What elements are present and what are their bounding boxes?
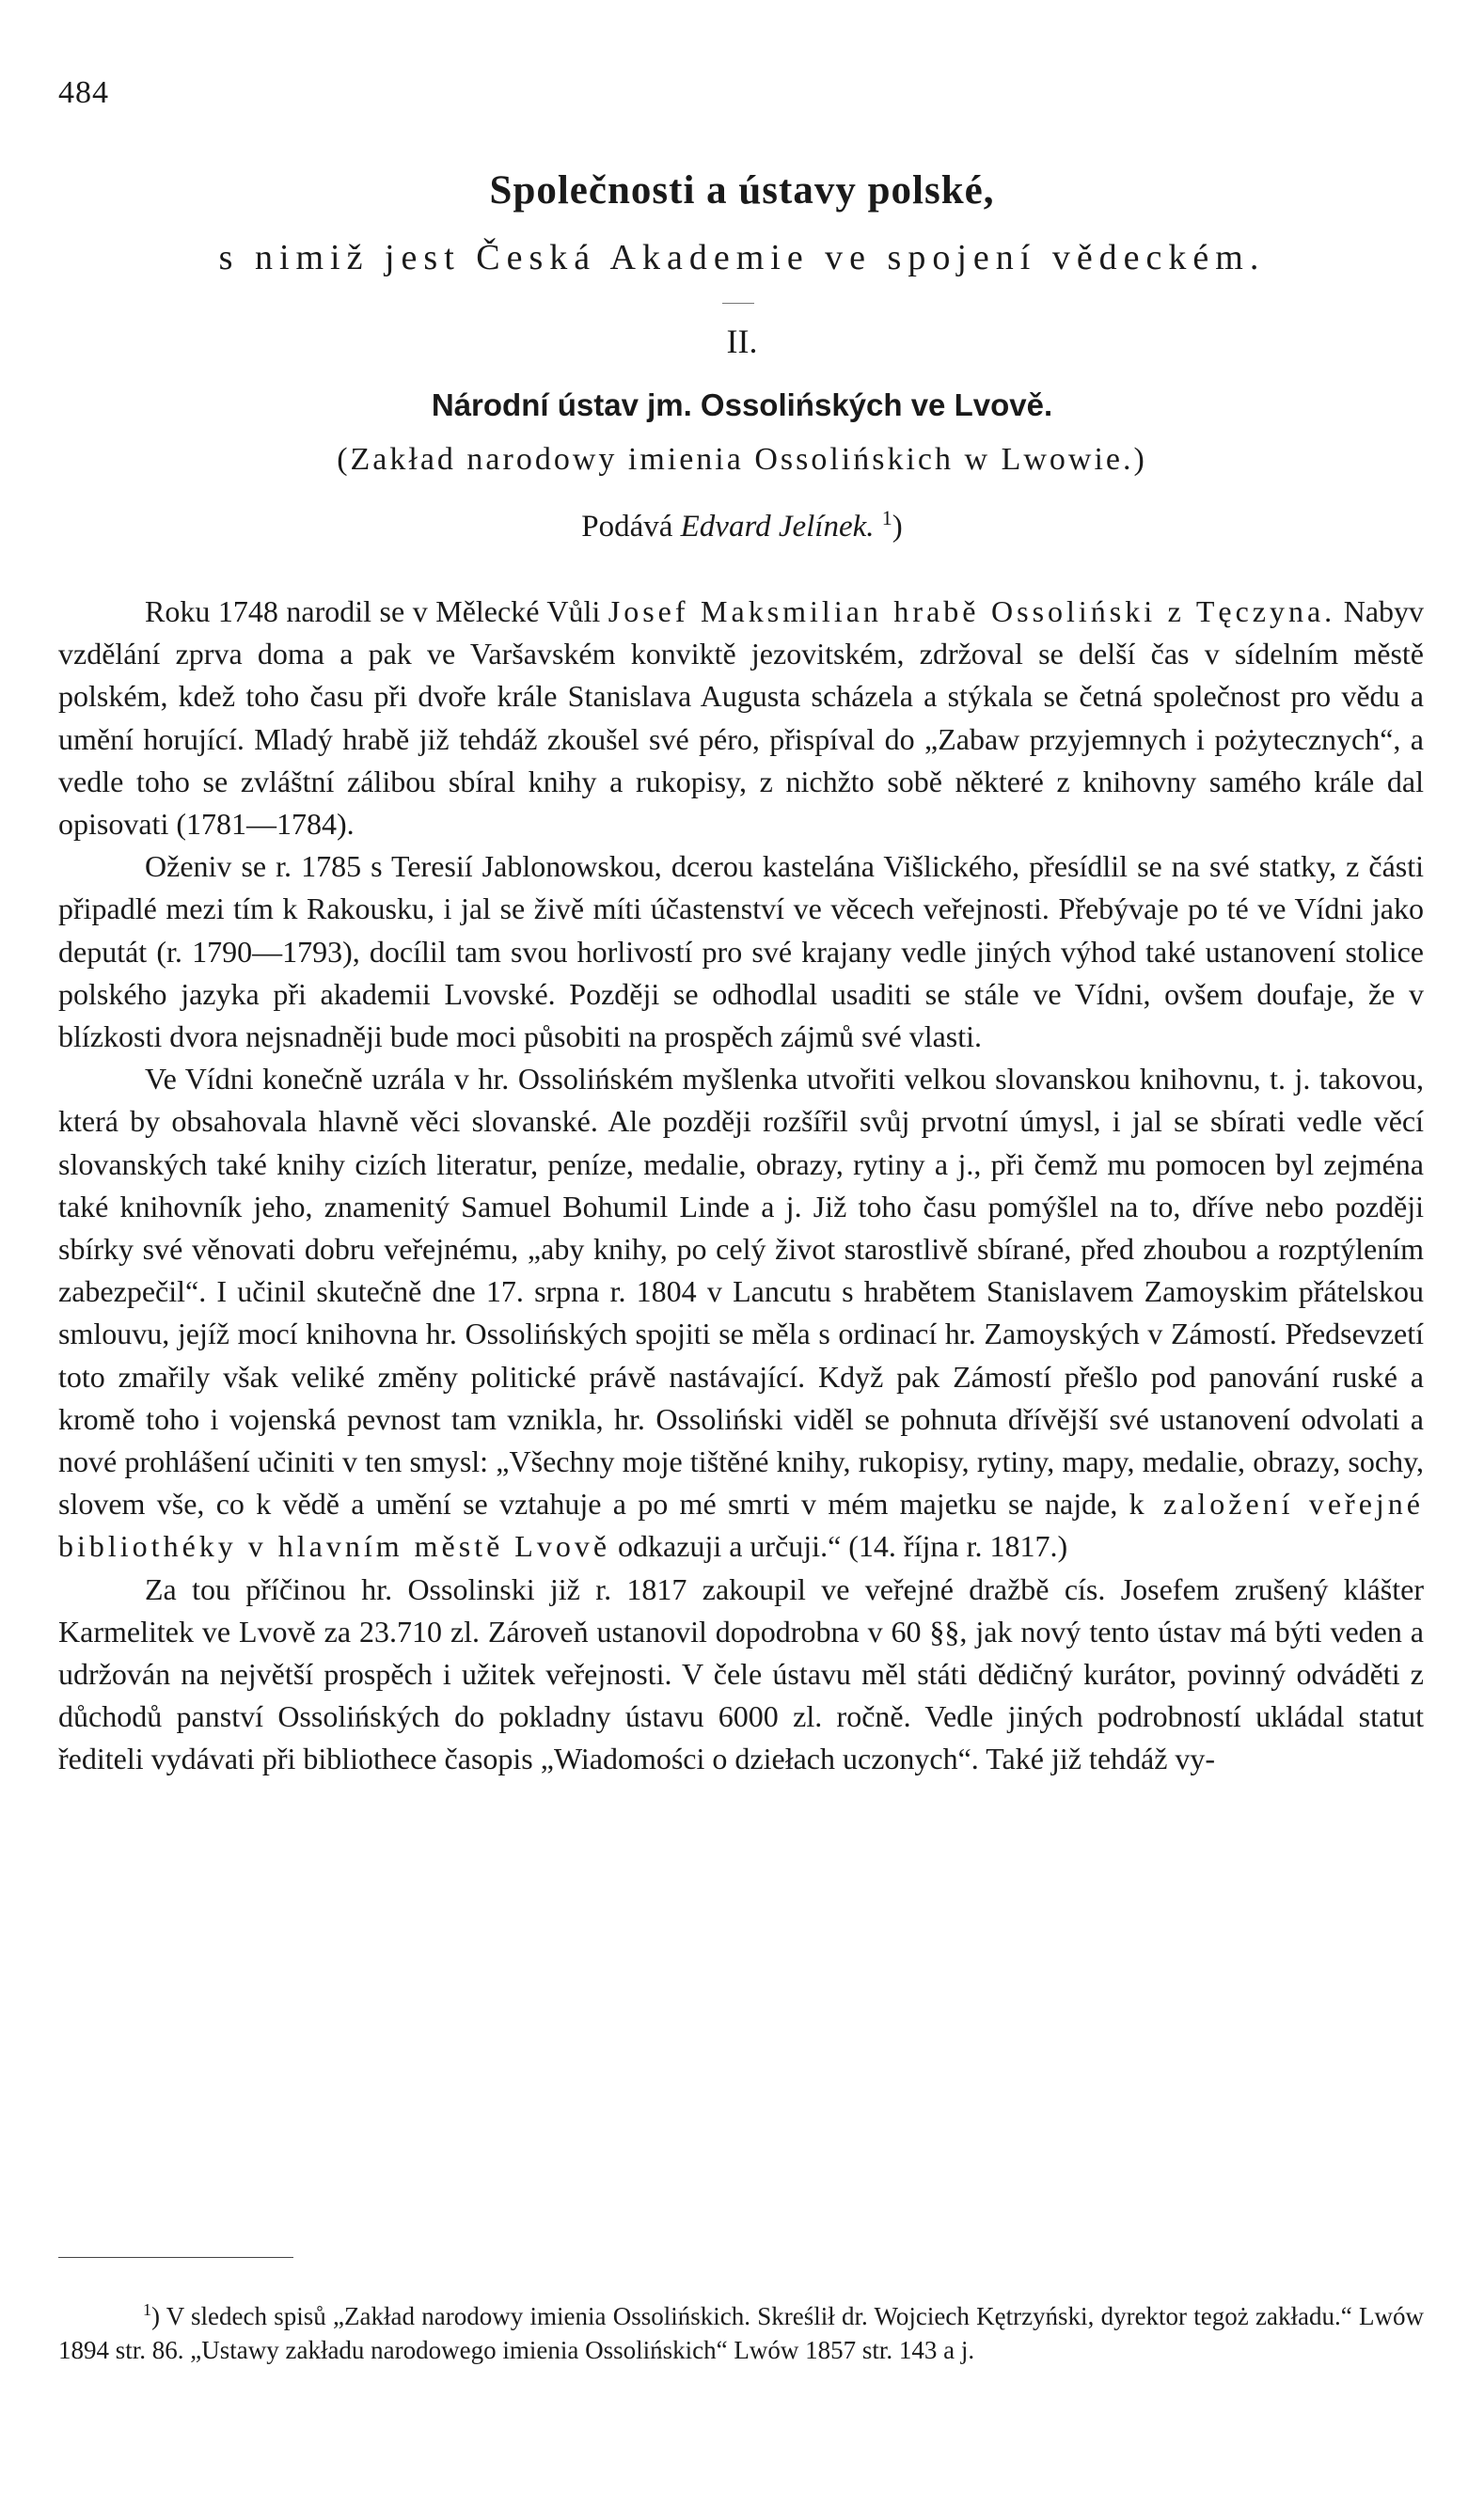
count-name: Josef Maksmilian hrabě Ossoliński z Tęczyna. (608, 594, 1336, 628)
paragraph-1 (58, 591, 1424, 845)
footnote-text: ) V sledech spisů „Zakład narodowy imienia Ossolińskich. Skreślił dr. Wojciech Kętrzyński, dyrektor tegoż zakładu.“ Lwów 1894 str. 86. „Ustawy zakładu narodowego imienia Ossolińskich“ Lwów 1857 str. 143 a j. (58, 2302, 1424, 2364)
paragraph-1-rest: Nabyv vzdělání zprva doma a pak ve Varšavském konviktě jezovitském, zdržoval se delší čas v sídelním městě polském, kdež toho času při dvoře krále Stanislava Augusta scházela a stýkala se četná společnost pro vědu a umění horující. Mladý hrabě již tehdáž zkoušel své péro, přispíval do „Zabaw przyjemnych i pożytecznych“, a vedle toho se zvláštní zálibou sbíral knihy a rukopisy, z nichžto sobě některé z knihovny samého krále dal opisovati (1781—1784). (58, 594, 1425, 842)
byline-prefix: Podává (581, 510, 673, 544)
footnote (58, 2293, 1424, 2367)
emphasized-phrase: k založení veřejné bibliothéky v hlavním městě Lvově (58, 1487, 1425, 1564)
paragraph-1-start: Roku 1748 narodil se v Mělecké Vůli (145, 594, 608, 628)
title-divider (722, 303, 754, 304)
paragraph-3 (58, 1058, 1424, 1568)
paragraph-2: Oženiv se r. 1785 s Teresií Jablonowskou, dcerou kastelána Višlického, přesídlil se na své statky, z části připadlé mezi tím k Rakousku, i jal se živě míti účastenství ve věcech veřejnosti. Přebývaje po té ve Vídni jako deputát (r. 1790—1793), docílil tam svou horlivostí pro své krajany vedle jiných výhod také ustanovení stolice polského jazyka při akademii Lvovské. Později se odhodlal usaditi se stále ve Vídni, ovšem doufaje, že v blízkosti dvora nejsnadněji bude moci působiti na prospěch zájmů své vlasti. (58, 849, 1424, 1054)
paragraph-3-start: Ve Vídni konečně uzrála v hr. Ossolińském myšlenka utvořiti velkou slovanskou knihovnu, t. j. takovou, která by obsahovala hlavně věci slovanské. Ale později rozšířil svůj prvotní úmysl, i jal se sbírati vedle věcí slovanských také knihy cizích literatur, peníze, medalie, obrazy, rytiny a j., při čemž mu pomocen byl zejména také knihovník jeho, znamenitý Samuel Bohumil Linde a j. Již toho času pomýšlel na to, dříve nebo později sbírky své věnovati dobru veřejnému, „aby knihy, po celý život starostlivě sbírané, před zhoubou a rozptýlením zabezpečil“. I učinil skutečně dne 17. srpna r. 1804 v Lancutu s hrabětem Stanislavem Zamoyskim přátelskou smlouvu, jejíž mocí knihovna hr. Ossolińských spojiti se měla s ordinací hr. Zamoyských v Zámostí. Předsevzetí toto zmařily však veliké změny politické právě nastávající. Když pak Zámostí přešlo pod panování ruské a kromě toho i vojenská pevnost tam vznikla, hr. Ossoliński viděl se pohnuta dřívější své ustanovení odvolati a nové prohlášení učiniti v ten smysl: „Všechny moje tištěné knihy, rukopisy, rytiny, mapy, medalie, obrazy, sochy, slovem vše, co k vědě a umění se vztahuje a po mé smrti v mém majetku se najde, (58, 1062, 1424, 1522)
page-subtitle: s nimiž jest Česká Akademie ve spojení vědeckém. (218, 238, 1266, 277)
page-title: Společnosti a ústavy polské, (489, 168, 995, 213)
footnote-reference-paren: ) (892, 510, 903, 544)
author-name: Edvard Jelínek. (680, 510, 875, 544)
section-number: II. (726, 323, 758, 360)
footnote-mark: 1 (143, 2300, 151, 2319)
byline (0, 506, 1484, 544)
footnote-divider (58, 2257, 293, 2258)
body-text (58, 591, 1424, 1781)
footnote-reference: 1 (881, 506, 892, 529)
paragraph-4: Za tou příčinou hr. Ossolinski již r. 1817 zakoupil ve veřejné dražbě cís. Josefem zrušený klášter Karmelitek ve Lvově za 23.710 zl. Zároveň ustanovil dopodrobna v 60 §§, jak nový tento ústav má býti veden a udržován na největší prospěch i užitek veřejnosti. V čele ústavu měl státi dědičný kurátor, povinný odváděti z důchodů panství Ossolińských do pokladny ústavu 6000 zl. ročně. Vedle jiných podrobností ukládal statut řediteli vydávati při bibliothece časopis „Wiadomości o dziełach uczonych“. Také již tehdáž vy- (58, 1571, 1424, 1776)
section-subtitle: (Zakład narodowy imienia Ossolińskich w Lwowie.) (337, 442, 1147, 477)
paragraph-3-rest: odkazuji a určuji.“ (14. října r. 1817.) (610, 1529, 1068, 1564)
section-title: Národní ústav jm. Ossolińských ve Lvově. (431, 387, 1053, 422)
page-number: 484 (58, 75, 109, 110)
